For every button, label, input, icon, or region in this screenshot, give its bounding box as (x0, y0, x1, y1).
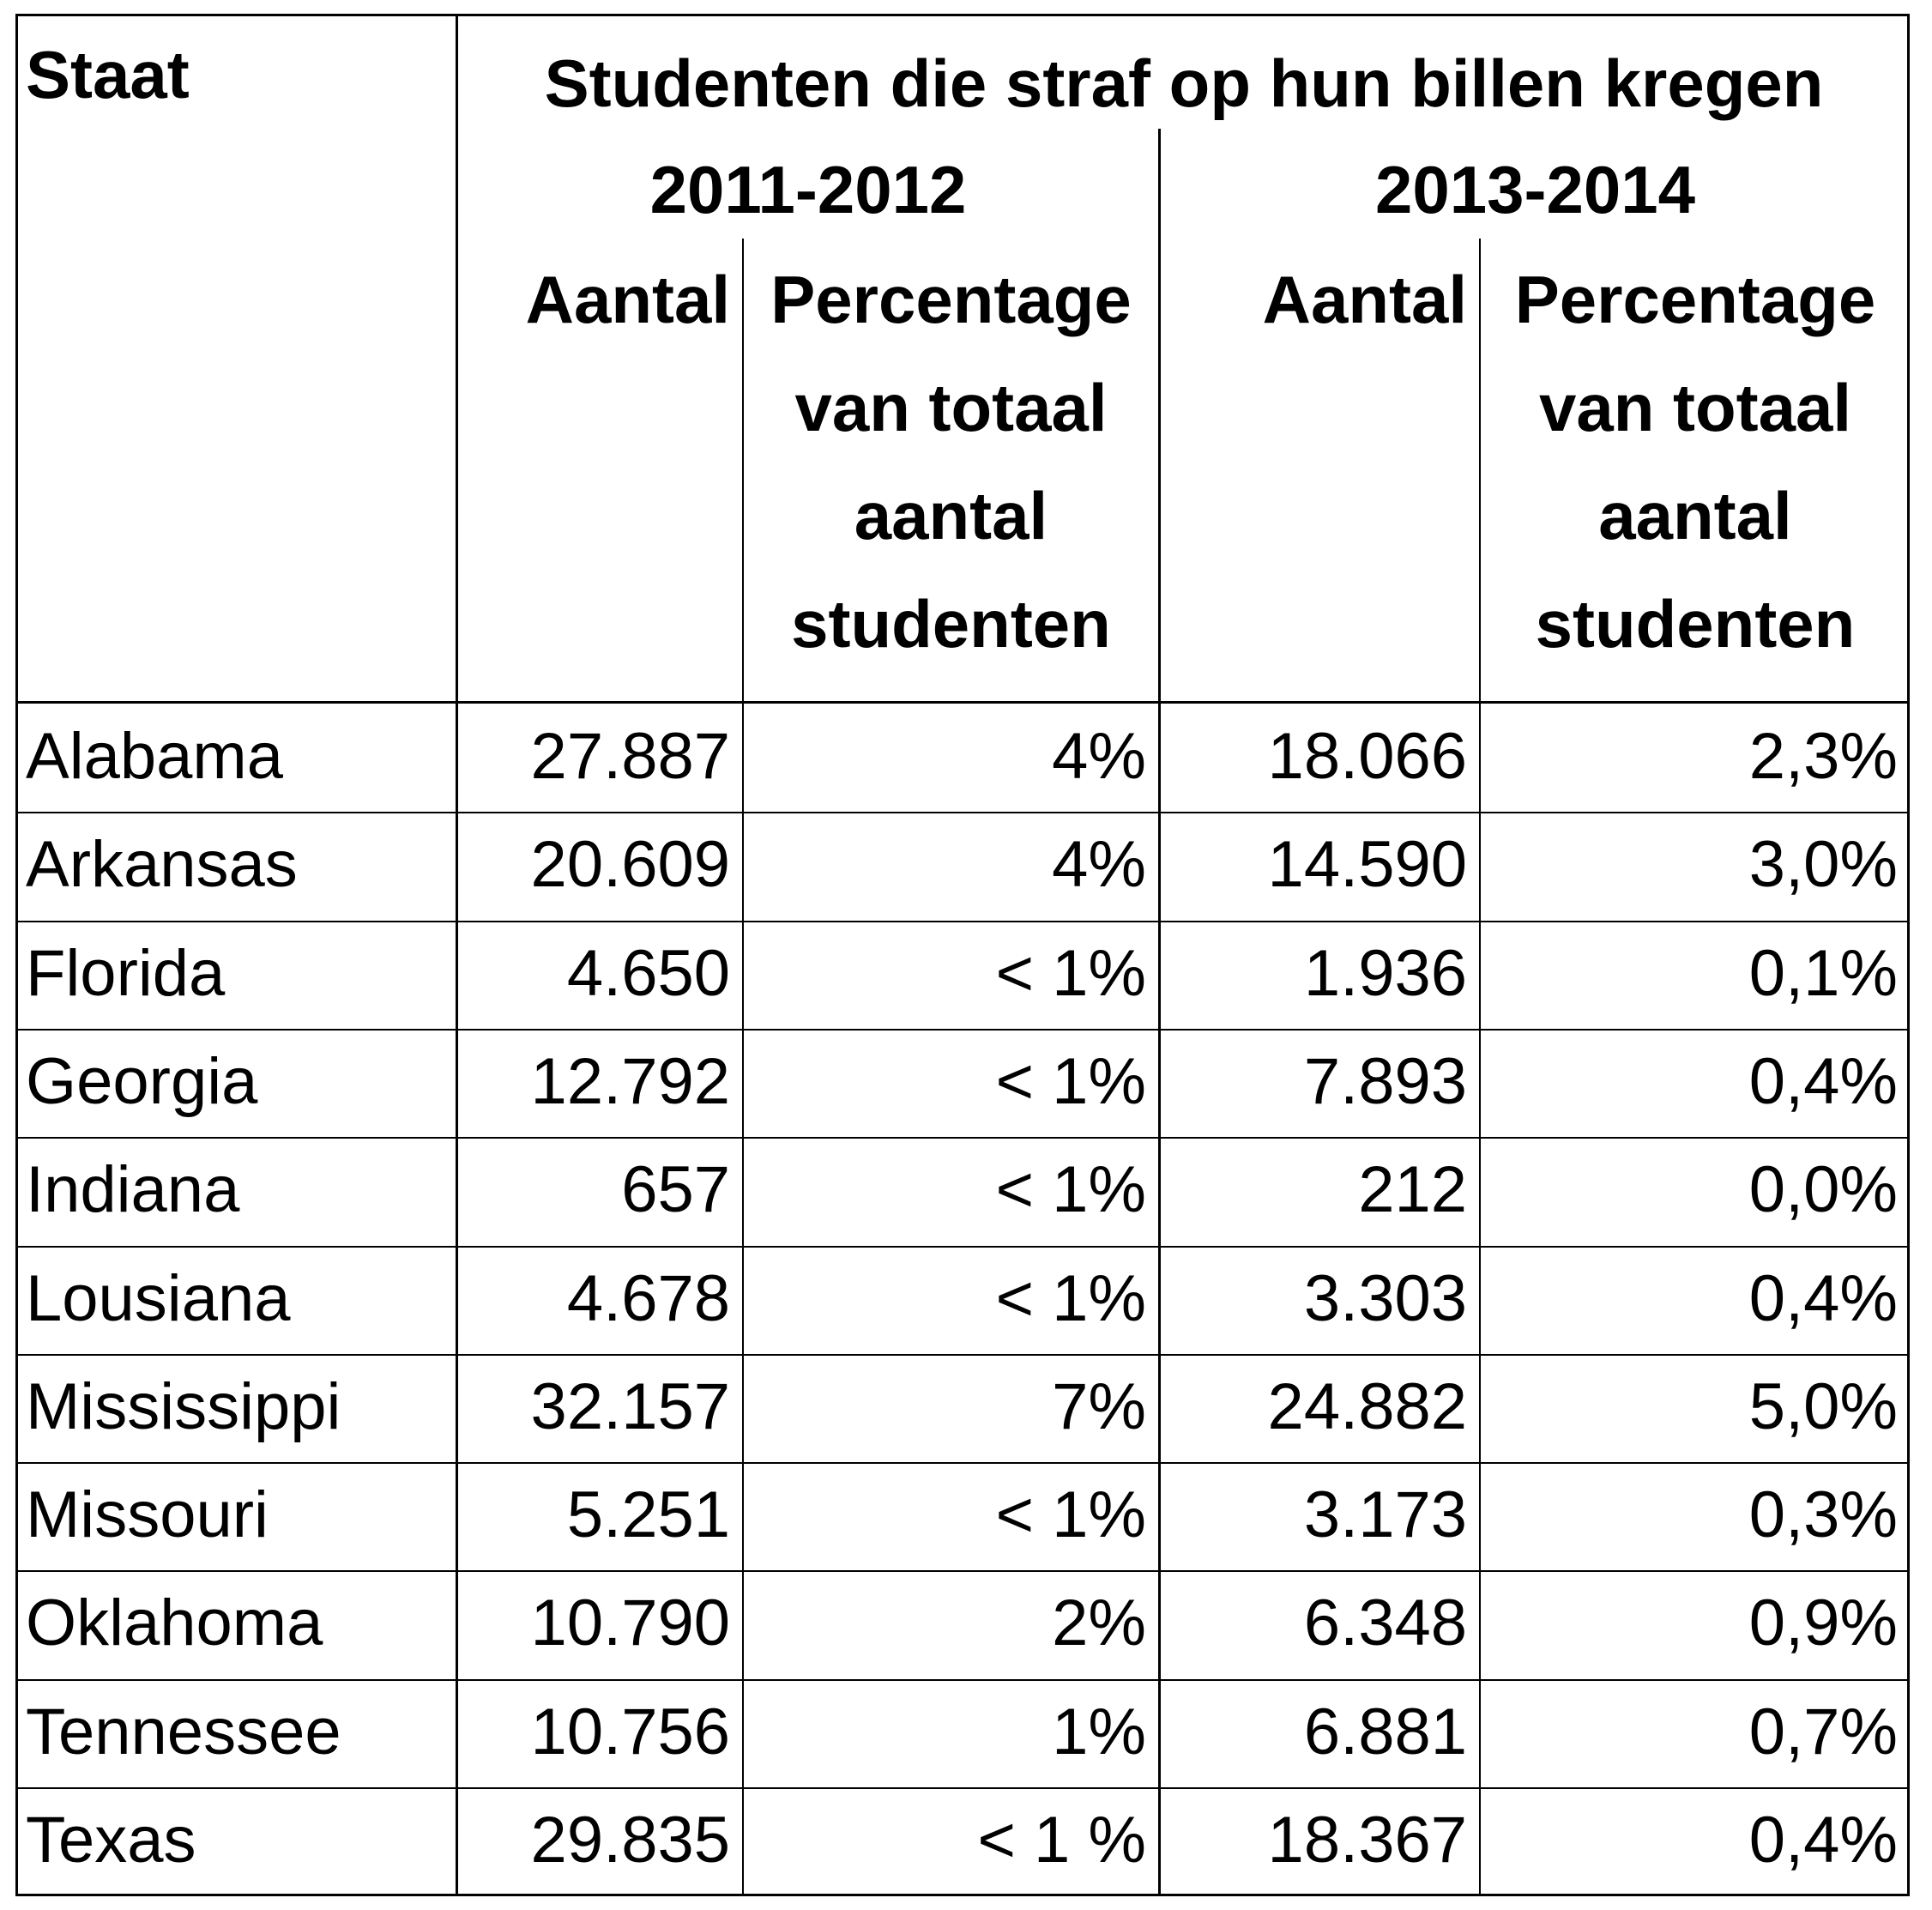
cell-count-2013: 6.881 (1303, 1695, 1467, 1768)
cell-percent-2013: 0,3% (1748, 1478, 1898, 1552)
cell-count-2013: 18.367 (1267, 1804, 1467, 1877)
header-percent-line: aantal (854, 478, 1048, 553)
cell-state: Mississippi (26, 1369, 341, 1443)
cell-count-2013: 1.936 (1303, 936, 1467, 1010)
header-count-2013: Aantal (1262, 262, 1467, 337)
row-divider (15, 1029, 1910, 1031)
cell-count-2011: 657 (621, 1153, 730, 1227)
header-state: Staat (26, 37, 190, 112)
header-percent-line: van totaal (1538, 370, 1852, 445)
cell-percent-2011: < 1% (995, 1478, 1146, 1552)
cell-percent-2011: < 1% (995, 1261, 1146, 1335)
row-divider (15, 1137, 1910, 1139)
cell-state: Lousiana (26, 1261, 291, 1335)
cell-state: Texas (26, 1804, 196, 1877)
cell-state: Missouri (26, 1478, 269, 1552)
cell-percent-2013: 5,0% (1748, 1369, 1898, 1443)
cell-count-2013: 212 (1358, 1153, 1467, 1227)
row-divider (15, 1354, 1910, 1356)
row-divider (15, 1787, 1910, 1789)
cell-count-2011: 4.678 (566, 1261, 730, 1335)
header-percent-line: aantal (1598, 478, 1792, 553)
row-divider (15, 812, 1910, 813)
cell-percent-2011: 4% (1052, 828, 1146, 902)
cell-count-2013: 6.348 (1303, 1587, 1467, 1660)
cell-count-2011: 20.609 (530, 828, 730, 902)
cell-state: Florida (26, 936, 226, 1010)
cell-percent-2011: 7% (1052, 1369, 1146, 1443)
row-divider (15, 1462, 1910, 1464)
cell-count-2011: 27.887 (530, 720, 730, 793)
cell-percent-2011: < 1% (995, 1153, 1146, 1227)
cell-count-2013: 14.590 (1267, 828, 1467, 902)
cell-percent-2013: 0,7% (1748, 1695, 1898, 1768)
header-period-2011-2012: 2011-2012 (649, 152, 967, 227)
cell-percent-2013: 0,9% (1748, 1587, 1898, 1660)
cell-state: Arkansas (26, 828, 298, 902)
row-divider (15, 1570, 1910, 1572)
cell-count-2011: 29.835 (530, 1804, 730, 1877)
cell-percent-2011: < 1% (995, 1044, 1146, 1118)
cell-count-2013: 24.882 (1267, 1369, 1467, 1443)
header-percent-2013 (1481, 262, 1910, 698)
row-divider (15, 921, 1910, 922)
header-percent-line: van totaal (794, 370, 1108, 445)
cell-state: Tennessee (26, 1695, 341, 1768)
cell-percent-2013: 0,4% (1748, 1261, 1898, 1335)
cell-count-2011: 32.157 (530, 1369, 730, 1443)
header-percent-line: Percentage (1514, 262, 1876, 337)
cell-count-2013: 18.066 (1267, 720, 1467, 793)
cell-percent-2011: 2% (1052, 1587, 1146, 1660)
cell-percent-2011: 1% (1052, 1695, 1146, 1768)
cell-percent-2013: 2,3% (1748, 720, 1898, 793)
header-period-2013-2014: 2013-2014 (1374, 152, 1695, 227)
cell-count-2011: 5.251 (566, 1478, 730, 1552)
header-percent-2011 (744, 262, 1158, 698)
cell-count-2011: 12.792 (530, 1044, 730, 1118)
cell-state: Alabama (26, 720, 283, 793)
cell-percent-2013: 0,0% (1748, 1153, 1898, 1227)
cell-state: Georgia (26, 1044, 258, 1118)
cell-count-2013: 3.303 (1303, 1261, 1467, 1335)
cell-state: Indiana (26, 1153, 240, 1227)
cell-percent-2011: < 1% (995, 936, 1146, 1010)
header-group-title: Studenten die straf op hun billen kregen (544, 45, 1824, 121)
header-percent-line: Percentage (770, 262, 1132, 337)
header-bottom-border (15, 701, 1910, 704)
cell-percent-2011: 4% (1052, 720, 1146, 793)
cell-count-2011: 10.756 (530, 1695, 730, 1768)
cell-count-2013: 3.173 (1303, 1478, 1467, 1552)
cell-count-2011: 10.790 (530, 1587, 730, 1660)
cell-count-2011: 4.650 (566, 936, 730, 1010)
row-divider (15, 1246, 1910, 1248)
cell-percent-2013: 0,4% (1748, 1804, 1898, 1877)
header-percent-line: studenten (791, 586, 1111, 662)
cell-percent-2013: 0,4% (1748, 1044, 1898, 1118)
cell-percent-2013: 0,1% (1748, 936, 1898, 1010)
cell-percent-2011: < 1 % (977, 1804, 1146, 1877)
cell-percent-2013: 3,0% (1748, 828, 1898, 902)
header-count-2011: Aantal (525, 262, 730, 337)
cell-state: Oklahoma (26, 1587, 323, 1660)
cell-count-2013: 7.893 (1303, 1044, 1467, 1118)
header-percent-line: studenten (1535, 586, 1856, 662)
row-divider (15, 1679, 1910, 1681)
